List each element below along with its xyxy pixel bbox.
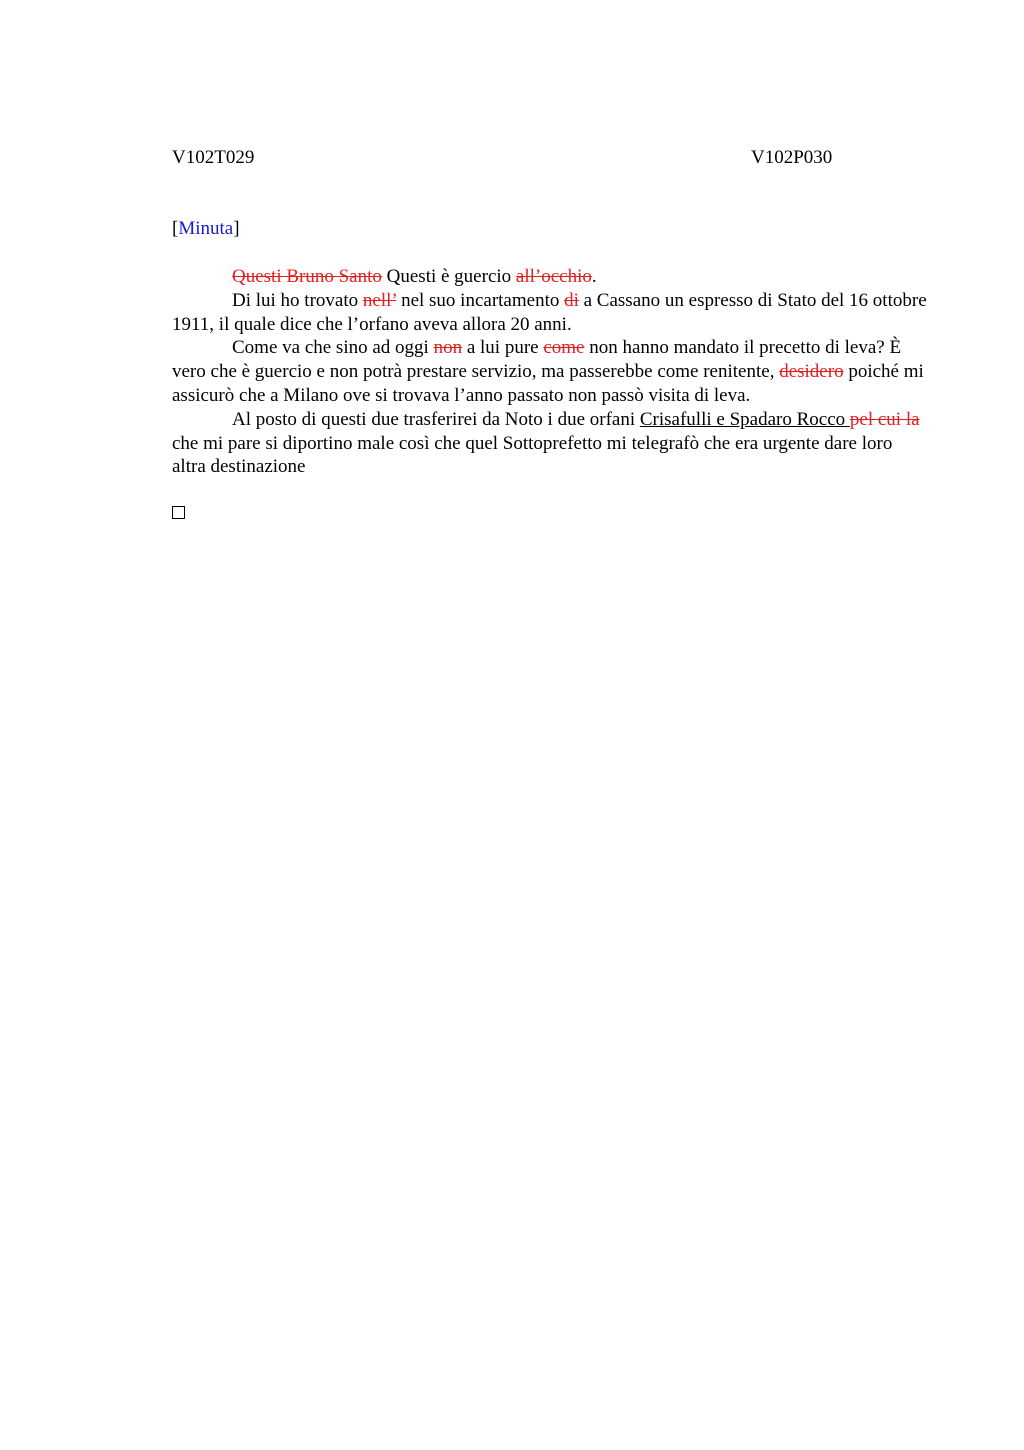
deleted-text: all’occhio	[515, 266, 592, 287]
text-run: poiché mi assicurò che a Milano ove si trovava l’anno passato non passò visita di leva.	[172, 361, 924, 406]
section-label	[172, 217, 240, 241]
text-run: Questi è guercio	[381, 266, 516, 287]
paragraph-2	[172, 289, 928, 337]
paragraph-1	[172, 265, 928, 289]
deleted-text: nell’	[362, 289, 397, 311]
deleted-text: come	[543, 337, 585, 359]
open-bracket: [	[172, 218, 179, 239]
text-run: .	[591, 266, 597, 287]
deleted-text: di	[564, 289, 579, 311]
minuta-label: Minuta	[178, 218, 234, 239]
paragraph-3	[172, 336, 928, 407]
text-run: nel suo incartamento	[396, 289, 565, 311]
text-run: Di lui ho trovato	[232, 289, 363, 311]
text-run: Come va che sino ad oggi	[232, 337, 434, 359]
text-run: a Cassano un espresso di Stato del 16 ottobre 1911, il quale dice che l’orfano aveva allora 20 anni.	[172, 289, 927, 335]
document-body	[172, 265, 928, 479]
deleted-text: Questi Bruno Santo	[232, 266, 382, 287]
text-run: Al posto di questi due trasferirei da Noto i due orfani	[232, 408, 640, 430]
document-code-left: V102T029	[172, 147, 255, 168]
paragraph-4	[172, 408, 928, 479]
underlined-text: Crisafulli e Spadaro Rocco	[639, 408, 850, 430]
deleted-text: desidero	[779, 361, 844, 383]
deleted-text: non	[433, 337, 463, 359]
text-run: a lui pure	[462, 337, 544, 359]
text-run: non hanno mandato il precetto di leva? È vero che è guercio e non potrà prestare servizio, ma passerebbe come renitente,	[172, 337, 902, 383]
text-run: che mi pare si diportino male così che quel Sottoprefetto mi telegrafò che era urgente dare loro altra destinazione	[172, 432, 893, 478]
close-bracket: ]	[233, 218, 240, 239]
document-code-right: V102P030	[751, 147, 833, 168]
checkbox-empty-icon	[172, 506, 185, 519]
deleted-text: pel cui la	[849, 408, 920, 430]
